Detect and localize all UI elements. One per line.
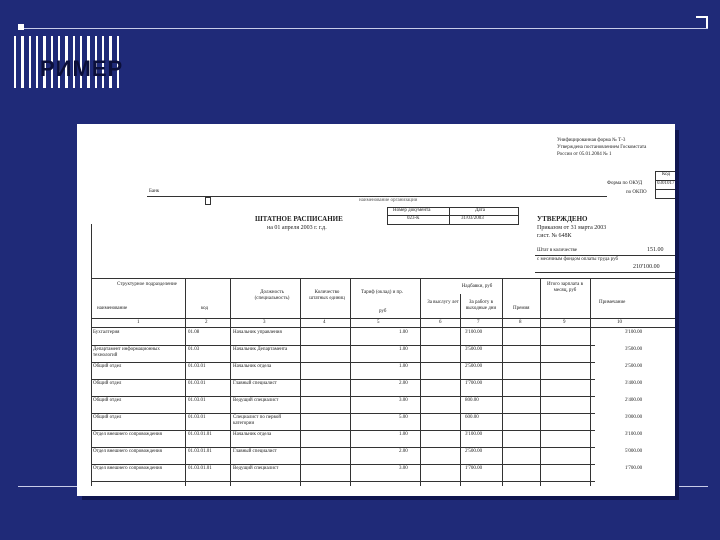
col-code: код (201, 306, 209, 311)
row-position: Начальник отдела (233, 432, 272, 437)
order-line-2: г.ист. № 648К (537, 233, 572, 239)
staff-count-label: Штат в количестве (537, 248, 578, 253)
row-position: Главный специалист (233, 449, 277, 454)
table-row (91, 447, 595, 448)
row-position: Ведущий специалист (233, 398, 279, 403)
column-number: 2 (205, 320, 208, 325)
fund-label: с месячным фондом оплаты труда руб (537, 257, 619, 262)
row-position: Начальник отдела (233, 364, 272, 369)
col-salary: Тариф (оклад) и пр. (361, 290, 403, 295)
form-title-line-2: Утверждена постановлением Госкомстата (557, 145, 647, 150)
slide-corner-mark (18, 24, 24, 30)
row-total: 3'400.00 (625, 381, 643, 386)
row-position: Главный специалист (233, 381, 277, 386)
fund-value: 210'100.00 (633, 264, 660, 270)
doc-date-header: Дата (475, 208, 485, 213)
slide-title: РИМЕР (40, 56, 124, 81)
doc-number-header: Номер документа (393, 208, 431, 213)
row-units: 1.00 (399, 364, 408, 369)
row-units: 2.00 (399, 381, 408, 386)
row-division: Отдел внешнего сопровождения (93, 449, 162, 454)
row-division: Отдел внешнего сопровождения (93, 432, 162, 437)
row-units: 1.00 (399, 432, 408, 437)
row-division: Отдел внешнего сопровождения (93, 466, 162, 471)
row-code: 01.03.01 (188, 415, 206, 420)
col-division: Структурное подразделение (117, 282, 177, 287)
row-code: 01.03.01.01 (188, 432, 212, 437)
row-code: 01.03.01.01 (188, 449, 212, 454)
document-title: ШТАТНОЕ РАСПИСАНИЕ (255, 215, 343, 223)
col-total: Итого зарплата в месяц, руб (547, 282, 583, 293)
row-division: Общий отдел (93, 398, 122, 403)
row-total: 3'000.00 (625, 415, 643, 420)
column-number: 7 (477, 320, 480, 325)
row-salary: 600.00 (465, 415, 479, 420)
slide-corner-mark-right (696, 16, 708, 28)
row-salary: 3'100.00 (465, 432, 483, 437)
row-total: 2'500.00 (625, 364, 643, 369)
row-salary: 1'700.00 (465, 466, 483, 471)
table-row (91, 345, 595, 346)
staff-schedule-document (77, 124, 675, 496)
org-marker (205, 197, 211, 205)
row-total: 3'100.00 (625, 330, 643, 335)
row-code: 01.03.01 (188, 381, 206, 386)
row-units: 3.00 (399, 398, 408, 403)
row-salary: 2'500.00 (465, 364, 483, 369)
form-title-line-1: Унифицированная форма № Т-3 (557, 138, 626, 143)
col-allow-3: Премия (513, 306, 530, 311)
column-number: 8 (519, 320, 522, 325)
row-code: 01.03 (188, 347, 200, 352)
row-code: 01.03.01 (188, 364, 206, 369)
column-number: 9 (563, 320, 566, 325)
column-number: 6 (439, 320, 442, 325)
row-division: Бухгалтерия (93, 330, 120, 335)
row-units: 2.00 (399, 449, 408, 454)
org-sublabel: наименование организации (359, 198, 418, 203)
form-title-line-3: России от 05.01.2004 № 1 (557, 152, 612, 157)
row-position: Начальник Департамента (233, 347, 288, 352)
col-allow-1: За выслугу лет (427, 300, 459, 305)
row-division: Департамент информационных технологий (93, 347, 160, 358)
row-division: Общий отдел (93, 381, 122, 386)
row-position: Ведущий специалист (233, 466, 279, 471)
row-code: 01.03.01.01 (188, 466, 212, 471)
table-row (91, 396, 595, 397)
row-total: 2'400.00 (625, 398, 643, 403)
row-division: Общий отдел (93, 364, 122, 369)
row-position: Начальник управления (233, 330, 282, 335)
col-units: Количество штатных единиц (309, 290, 345, 301)
table-row (91, 481, 595, 482)
table-row (91, 362, 595, 363)
table-row (91, 464, 595, 465)
col-name: наименование (97, 306, 128, 311)
document-period: на 01 апреля 2003 г. г.д. (267, 225, 327, 231)
row-salary: 2'500.00 (465, 449, 483, 454)
row-salary: 3'500.00 (465, 347, 483, 352)
row-total: 3'500.00 (625, 347, 643, 352)
row-division: Общий отдел (93, 415, 122, 420)
table-row (91, 430, 595, 431)
column-number: 1 (137, 320, 140, 325)
row-total: 1'700.00 (625, 466, 643, 471)
col-salary-unit: руб (379, 309, 387, 314)
col-note: Примечание (599, 300, 626, 305)
row-total: 5'000.00 (625, 449, 643, 454)
col-position: Должность (специальность) (254, 290, 290, 301)
row-units: 3.00 (399, 466, 408, 471)
row-salary: 3'100.00 (465, 330, 483, 335)
table-row (91, 379, 595, 380)
row-units: 5.00 (399, 415, 408, 420)
row-position: Специалист по первой категории (233, 415, 281, 426)
okud-value: 0301017 (657, 181, 675, 186)
doc-number: 023-К (407, 216, 420, 221)
approved-label: УТВЕРЖДЕНО (537, 215, 588, 223)
row-code: 01.08 (188, 330, 200, 335)
table-row (91, 413, 595, 414)
okpo-label: по ОКПО (626, 190, 647, 195)
col-allowances: Надбавки, руб (461, 284, 493, 289)
slide-top-rule (18, 28, 708, 29)
row-total: 3'100.00 (625, 432, 643, 437)
column-number: 5 (377, 320, 380, 325)
staff-count-value: 151.00 (647, 247, 664, 253)
row-salary: 800.00 (465, 398, 479, 403)
row-salary: 1'700.00 (465, 381, 483, 386)
row-units: 1.00 (399, 347, 408, 352)
org-label: Банк (149, 189, 160, 194)
row-units: 1.00 (399, 330, 408, 335)
order-line-1: Приказом от 31 марта 2003 (537, 225, 607, 231)
okud-label: Форма по ОКУД (607, 181, 643, 186)
column-number: 10 (617, 320, 622, 325)
row-code: 01.03.01 (188, 398, 206, 403)
column-number: 4 (323, 320, 326, 325)
column-number: 3 (263, 320, 266, 325)
doc-date: 31/03/2003 (461, 216, 484, 221)
code-label: Код (662, 172, 670, 177)
col-allow-2: За работу в выходные дни (465, 300, 497, 311)
